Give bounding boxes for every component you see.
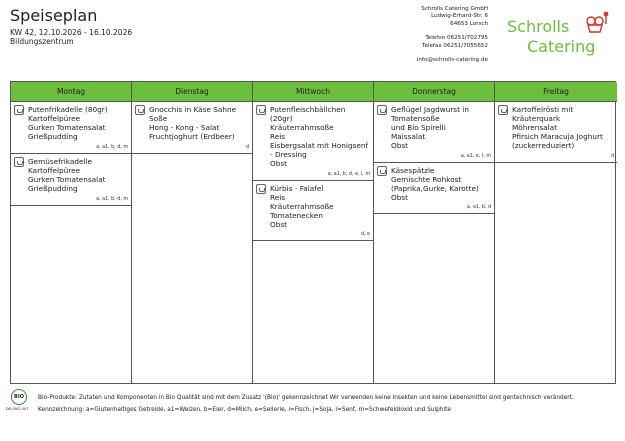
company-logo [505, 8, 615, 60]
company-email: info@schrolls-catering.de [416, 57, 488, 64]
dish-line: - Dressing [270, 150, 307, 159]
bio-note: Bio-Produkte: Zutaten und Komponenten in Bio Qualität sind mit dem Zusatz '(Bio)' gekennzeichnet Wir verwenden keine Insekten und keine Lebensmittel sind gentechnisch verändert. [38, 395, 574, 401]
dish-line: Geflügel Jagdwurst in [391, 105, 469, 114]
company-city: 64653 Lorsch [450, 20, 488, 27]
day-column-dienstag [132, 82, 253, 383]
allergen-codes: d [245, 145, 249, 150]
dish-icon [14, 105, 24, 115]
bio-icon: BIO [11, 389, 27, 405]
dish-line: Gurken Tomatensalat [28, 175, 106, 184]
dish-icon [14, 157, 24, 167]
company-street: Ludwig-Erhard-Str. 6 [431, 13, 488, 20]
dish-line: Kräuterquark [512, 114, 561, 123]
menu-card [11, 154, 131, 206]
dish-line: Putenfrikadelle (80gr) [28, 105, 108, 114]
dish-line: Hong - Kong - Salat [149, 123, 220, 132]
dish-line: (zuckerreduziert) [512, 141, 575, 150]
dish-line: Obst [391, 141, 409, 150]
dish-line: Grießpudding [28, 132, 78, 141]
day-header: Dienstag [132, 82, 252, 102]
dish-line: Reis [270, 193, 286, 202]
dish-icon [498, 105, 508, 115]
dish-description [270, 105, 370, 168]
dish-line: und Bio Spirelli [391, 123, 446, 132]
dish-line: Tomatenecken [270, 211, 323, 220]
page-title: Speiseplan [10, 6, 98, 25]
dish-line: Putenfleischbällchen [270, 105, 346, 114]
day-column-montag [11, 82, 132, 383]
dish-line: Obst [270, 159, 288, 168]
dish-line: Grießpudding [28, 184, 78, 193]
dish-line: Kartoffelrösti mit [512, 105, 574, 114]
allergen-codes: a, a1, b, d, m [96, 197, 128, 202]
dish-line: Maissalat [391, 132, 426, 141]
allergen-codes: d, e [360, 232, 370, 237]
day-header: Montag [11, 82, 131, 102]
dish-line: (Paprika,Gurke, Karotte) [391, 184, 479, 193]
bio-code: DE-ÖKO-007 [6, 407, 29, 411]
day-header: Donnerstag [374, 82, 494, 102]
day-column-mittwoch [253, 82, 374, 383]
menu-card [374, 163, 494, 214]
dish-line: Obst [391, 193, 409, 202]
week-range: KW 42, 12.10.2026 - 16.10.2026 [10, 28, 133, 37]
dish-line: Soße [149, 114, 168, 123]
day-column-freitag [495, 82, 617, 383]
logo-text-1: Schrolls [507, 17, 570, 36]
dish-icon [256, 184, 266, 194]
dish-line: Fruchtjoghurt (Erdbeer) [149, 132, 235, 141]
dish-icon [135, 105, 145, 115]
day-header: Freitag [495, 82, 617, 102]
dish-line: Pfirsich Maracuja Joghurt [512, 132, 603, 141]
dish-description [391, 105, 491, 150]
dish-icon [256, 105, 266, 115]
dish-icon [377, 166, 387, 176]
dish-description [512, 105, 614, 150]
bio-seal [8, 389, 30, 415]
allergen-legend: Kennzeichnung: a=Glutenhaltiges Getreide, a1=Weizen, b=Eier, d=Milch, e=Sellerie, i=Fisch, j=Soja, l=Senf, m=Schwefeldioxid und Sulphite [38, 407, 451, 413]
company-fax: Telefax 06251/7055652 [422, 42, 488, 49]
dish-line: Gurken Tomatensalat [28, 123, 106, 132]
dish-line: Obst [270, 220, 288, 229]
menu-card [132, 102, 252, 154]
company-address [417, 6, 488, 64]
company-phone: Telefon 06251/702795 [425, 35, 488, 42]
allergen-codes: d [610, 154, 614, 159]
day-header: Mittwoch [253, 82, 373, 102]
location: Bildungszentrum [10, 37, 74, 46]
dish-line: Tomatensoße [391, 114, 440, 123]
dish-line: Eisbergsalat mit Honigsenf [270, 141, 369, 150]
menu-card [374, 102, 494, 163]
dish-description [270, 184, 370, 229]
company-name: Schrolls Catering GmbH [421, 6, 488, 12]
dish-line: Kartoffelpüree [28, 166, 81, 175]
footer [8, 389, 618, 419]
dish-line: Kartoffelpüree [28, 114, 81, 123]
logo-text-2: Catering [527, 37, 596, 56]
dish-description [149, 105, 249, 141]
dish-line: Kräuterrahmsoße [270, 123, 334, 132]
dish-line: Käsespätzle [391, 166, 435, 175]
dish-description [28, 105, 128, 141]
chef-icon [587, 12, 608, 32]
dish-line: Gemüsefrikadelle [28, 157, 92, 166]
menu-card [253, 102, 373, 181]
dish-line: (20gr) [270, 114, 293, 123]
day-column-donnerstag [374, 82, 495, 383]
dish-line: Gnocchis in Käse Sahne [149, 105, 237, 114]
allergen-codes: a, a1, b, d, e, l, m [327, 172, 370, 177]
allergen-codes: a, a1, b, d [466, 205, 491, 210]
dish-line: Reis [270, 132, 286, 141]
dish-line: Kräuterrahmsoße [270, 202, 334, 211]
dish-line: Gemischte Rohkost [391, 175, 462, 184]
allergen-codes: a, a1, b, d, m [96, 145, 128, 150]
dish-line: Kürbis - Falafel [270, 184, 324, 193]
menu-grid [10, 81, 616, 384]
dish-line: Möhrensalat [512, 123, 557, 132]
menu-card [495, 102, 617, 163]
dish-description [391, 166, 491, 202]
menu-card [11, 102, 131, 154]
dish-icon [377, 105, 387, 115]
menu-card [253, 181, 373, 241]
dish-description [28, 157, 128, 193]
allergen-codes: a, a1, e, l, m [460, 154, 491, 159]
